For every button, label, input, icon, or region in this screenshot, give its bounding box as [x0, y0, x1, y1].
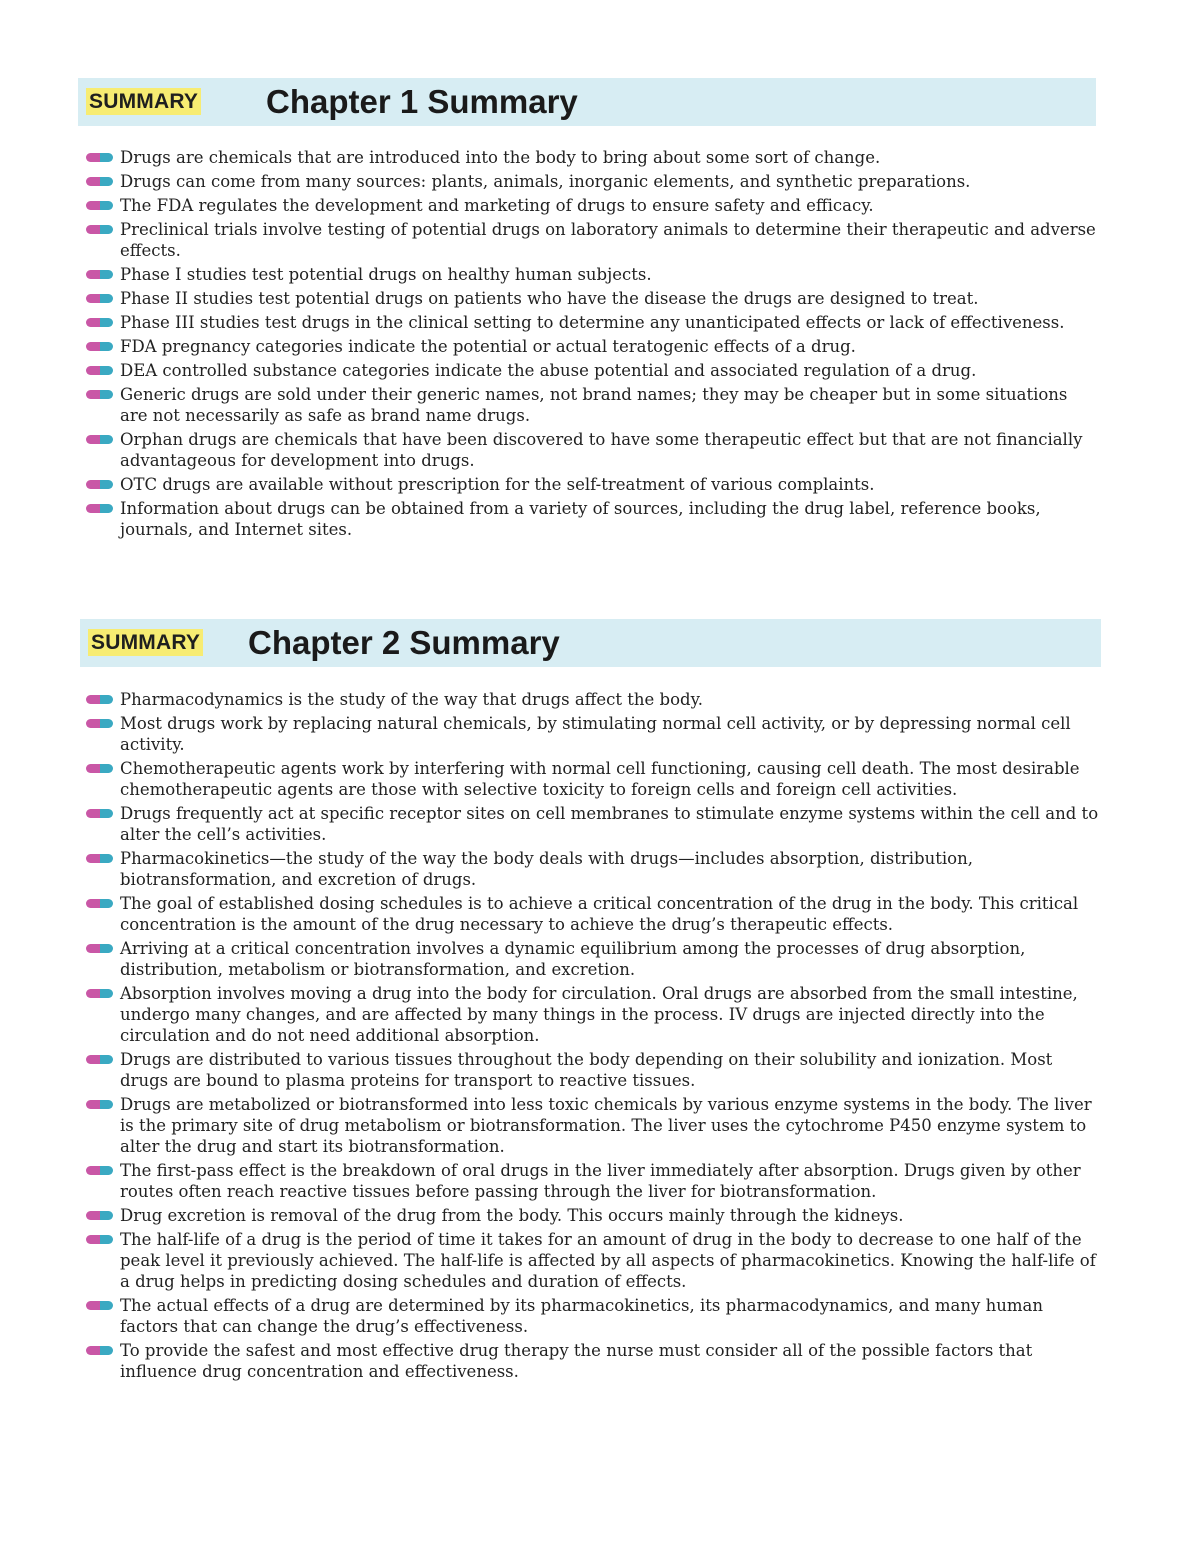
bullet-icon — [86, 480, 113, 489]
summary-item — [86, 336, 1096, 357]
bullet-icon — [86, 1301, 113, 1310]
summary-item — [86, 219, 1096, 261]
summary-item — [86, 713, 1102, 755]
summary-tag: SUMMARY — [86, 88, 201, 115]
bullet-icon — [86, 944, 113, 953]
summary-item-text: Orphan drugs are chemicals that have been discovered to have some therapeutic effect but that are not financially advantageous for development into drugs. — [120, 430, 1083, 470]
chapter-2-summary-list — [86, 689, 1102, 1385]
chapter-1-summary-list — [86, 147, 1096, 543]
bullet-icon — [86, 294, 113, 303]
bullet-icon — [86, 1235, 113, 1244]
bullet-icon — [86, 177, 113, 186]
summary-item — [86, 1340, 1102, 1382]
summary-item-text: Drugs can come from many sources: plants, animals, inorganic elements, and synthetic preparations. — [120, 172, 971, 191]
bullet-icon — [86, 695, 113, 704]
bullet-icon — [86, 764, 113, 773]
chapter-title: Chapter 2 Summary — [248, 624, 560, 661]
summary-item — [86, 384, 1096, 426]
summary-item-text: The goal of established dosing schedules is to achieve a critical concentration of the drug in the body. This critical concentration is the amount of the drug necessary to achieve the drug’s therapeutic effects. — [120, 894, 1079, 934]
bullet-icon — [86, 1100, 113, 1109]
summary-item-text: Generic drugs are sold under their generic names, not brand names; they may be cheaper but in some situations are not necessarily as safe as brand name drugs. — [120, 385, 1068, 425]
summary-item-text: Chemotherapeutic agents work by interfering with normal cell functioning, causing cell death. The most desirable chemotherapeutic agents are those with selective toxicity to foreign cells and foreign cell activities. — [120, 759, 1080, 799]
summary-item-text: Drug excretion is removal of the drug from the body. This occurs mainly through the kidneys. — [120, 1206, 904, 1225]
bullet-icon — [86, 342, 113, 351]
summary-item — [86, 1205, 1102, 1226]
summary-item-text: Drugs are distributed to various tissues throughout the body depending on their solubility and ionization. Most drugs are bound to plasma proteins for transport to reactive tissues. — [120, 1050, 1053, 1090]
summary-item — [86, 474, 1096, 495]
summary-item — [86, 803, 1102, 845]
summary-item — [86, 1094, 1102, 1157]
bullet-icon — [86, 1166, 113, 1175]
bullet-icon — [86, 153, 113, 162]
summary-item-text: The FDA regulates the development and marketing of drugs to ensure safety and efficacy. — [120, 196, 874, 215]
summary-item — [86, 195, 1096, 216]
summary-item — [86, 1049, 1102, 1091]
bullet-icon — [86, 318, 113, 327]
chapter-title: Chapter 1 Summary — [266, 83, 578, 120]
summary-item — [86, 983, 1102, 1046]
summary-item — [86, 758, 1102, 800]
summary-item-text: Phase III studies test drugs in the clinical setting to determine any unanticipated effects or lack of effectiveness. — [120, 313, 1065, 332]
summary-item-text: Pharmacokinetics—the study of the way the body deals with drugs—includes absorption, distribution, biotransformation, and excretion of drugs. — [120, 849, 973, 889]
summary-item-text: Phase I studies test potential drugs on healthy human subjects. — [120, 265, 652, 284]
summary-item — [86, 147, 1096, 168]
summary-item-text: Drugs are metabolized or biotransformed into less toxic chemicals by various enzyme systems in the body. The liver is the primary site of drug metabolism or biotransformation. The liver uses the cytochrome P450 enzyme system to alter the drug and start its biotransformation. — [120, 1095, 1092, 1156]
summary-item — [86, 1229, 1102, 1292]
summary-item-text: Arriving at a critical concentration involves a dynamic equilibrium among the processes of drug absorption, distribution, metabolism or biotransformation, and excretion. — [120, 939, 1026, 979]
summary-item — [86, 498, 1096, 540]
summary-tag: SUMMARY — [88, 629, 203, 656]
summary-item — [86, 689, 1102, 710]
bullet-icon — [86, 270, 113, 279]
chapter-2-header-banner — [80, 619, 1101, 667]
summary-item — [86, 1295, 1102, 1337]
summary-item — [86, 938, 1102, 980]
bullet-icon — [86, 435, 113, 444]
summary-item — [86, 893, 1102, 935]
summary-item-text: Preclinical trials involve testing of potential drugs on laboratory animals to determine their therapeutic and adverse effects. — [120, 220, 1096, 260]
bullet-icon — [86, 1346, 113, 1355]
summary-item-text: FDA pregnancy categories indicate the potential or actual teratogenic effects of a drug. — [120, 337, 856, 356]
summary-item-text: Absorption involves moving a drug into the body for circulation. Oral drugs are absorbed from the small intestine, undergo many changes, and are affected by many things in the process. IV drugs are injected directly into the circulation and do not need additional absorption. — [120, 984, 1078, 1045]
bullet-icon — [86, 899, 113, 908]
summary-item — [86, 264, 1096, 285]
summary-item-text: Most drugs work by replacing natural chemicals, by stimulating normal cell activity, or by depressing normal cell activity. — [120, 714, 1071, 754]
bullet-icon — [86, 1055, 113, 1064]
bullet-icon — [86, 366, 113, 375]
summary-item-text: OTC drugs are available without prescription for the self-treatment of various complaints. — [120, 475, 875, 494]
summary-item-text: The first-pass effect is the breakdown of oral drugs in the liver immediately after absorption. Drugs given by other routes often reach reactive tissues before passing through the liver for biotransformation. — [120, 1161, 1081, 1201]
chapter-1-header-banner — [78, 78, 1096, 126]
summary-item — [86, 360, 1096, 381]
bullet-icon — [86, 390, 113, 399]
bullet-icon — [86, 225, 113, 234]
summary-item-text: The actual effects of a drug are determined by its pharmacokinetics, its pharmacodynamics, and many human factors that can change the drug’s effectiveness. — [120, 1296, 1043, 1336]
summary-item-text: Information about drugs can be obtained from a variety of sources, including the drug label, reference books, journals, and Internet sites. — [120, 499, 1041, 539]
bullet-icon — [86, 989, 113, 998]
summary-item — [86, 1160, 1102, 1202]
summary-item — [86, 429, 1096, 471]
bullet-icon — [86, 1211, 113, 1220]
bullet-icon — [86, 504, 113, 513]
summary-item-text: The half-life of a drug is the period of time it takes for an amount of drug in the body to decrease to one half of the peak level it previously achieved. The half-life is affected by all aspects of pharmacokinetics. Knowing the half-life of a drug helps in predicting dosing schedules and duration of effects. — [120, 1230, 1096, 1291]
bullet-icon — [86, 854, 113, 863]
summary-item — [86, 848, 1102, 890]
summary-item — [86, 288, 1096, 309]
summary-item-text: Pharmacodynamics is the study of the way that drugs affect the body. — [120, 690, 703, 709]
bullet-icon — [86, 719, 113, 728]
summary-item-text: DEA controlled substance categories indicate the abuse potential and associated regulation of a drug. — [120, 361, 977, 380]
summary-item-text: To provide the safest and most effective drug therapy the nurse must consider all of the possible factors that influence drug concentration and effectiveness. — [120, 1341, 1033, 1381]
summary-item-text: Drugs are chemicals that are introduced into the body to bring about some sort of change. — [120, 148, 881, 167]
summary-item-text: Phase II studies test potential drugs on patients who have the disease the drugs are designed to treat. — [120, 289, 979, 308]
summary-item — [86, 171, 1096, 192]
summary-item — [86, 312, 1096, 333]
bullet-icon — [86, 201, 113, 210]
summary-item-text: Drugs frequently act at specific receptor sites on cell membranes to stimulate enzyme systems within the cell and to alter the cell’s activities. — [120, 804, 1099, 844]
bullet-icon — [86, 809, 113, 818]
